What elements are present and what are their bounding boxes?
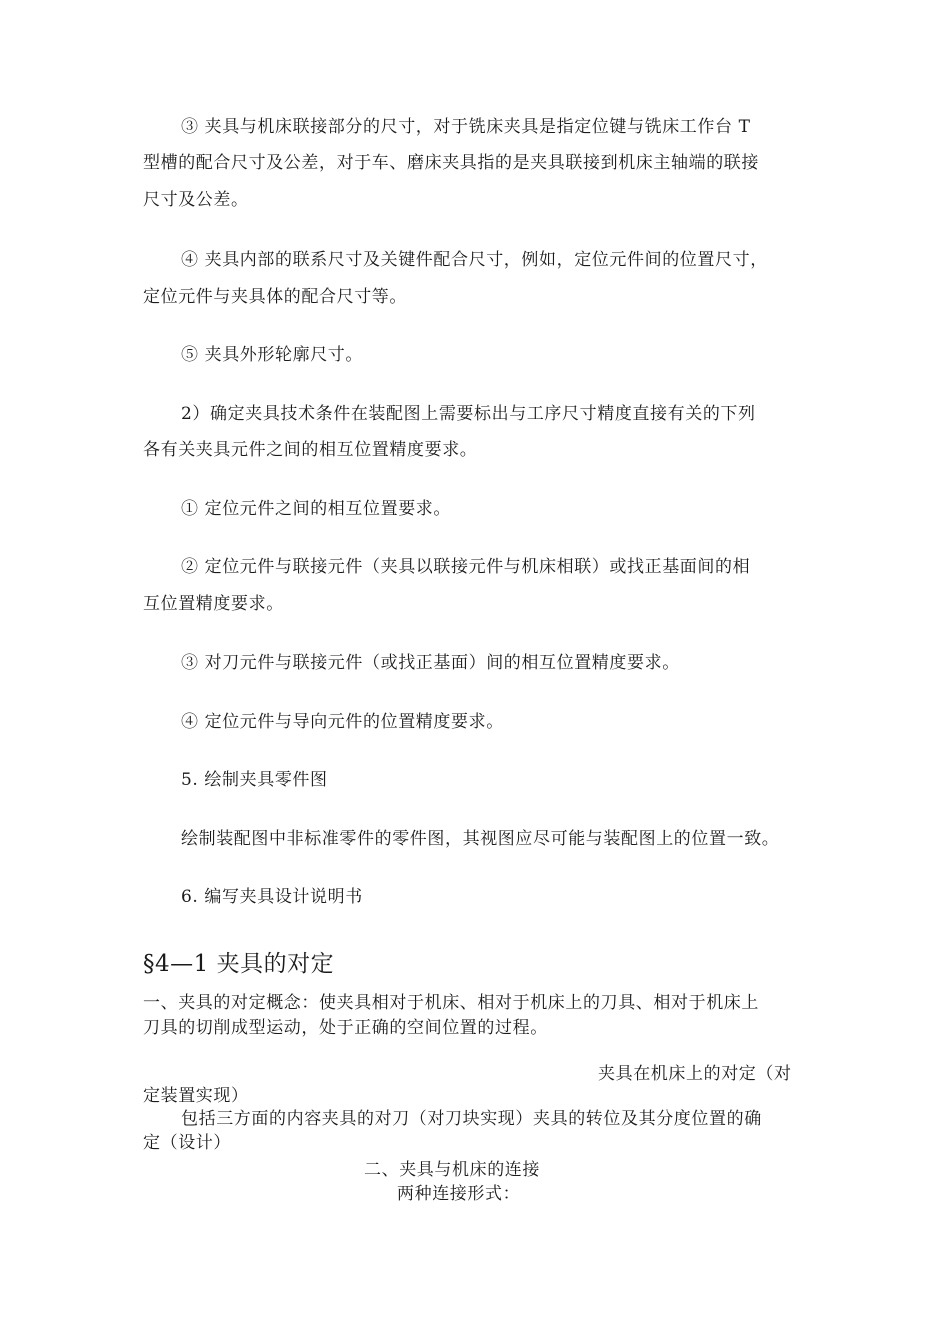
content-line-4: 定（设计） — [143, 1133, 231, 1153]
p2-line-1: ④ 夹具内部的联系尺寸及关键件配合尺寸，例如，定位元件间的位置尺寸， — [181, 250, 768, 270]
concept-line-2: 刀具的切削成型运动，处于正确的空间位置的过程。 — [143, 1018, 548, 1038]
concept-line-1: 一、夹具的对定概念：使夹具相对于机床、相对于机床上的刀具、相对于机床上 — [143, 993, 759, 1013]
p2-line-2: 定位元件与夹具体的配合尺寸等。 — [143, 287, 407, 307]
p6-line-2: 互位置精度要求。 — [143, 594, 284, 614]
p8-line-1: ④ 定位元件与导向元件的位置精度要求。 — [181, 712, 504, 732]
p6-line-1: ② 定位元件与联接元件（夹具以联接元件与机床相联）或找正基面间的相 — [181, 557, 751, 577]
p11-line-1: 6. 编写夹具设计说明书 — [181, 887, 363, 907]
content-line-3: 包括三方面的内容夹具的对刀（对刀块实现）夹具的转位及其分度位置的确 — [181, 1109, 762, 1129]
p1-line-1: ③ 夹具与机床联接部分的尺寸，对于铣床夹具是指定位键与铣床工作台 T — [181, 117, 751, 137]
p4-line-2: 各有关夹具元件之间的相互位置精度要求。 — [143, 440, 478, 460]
p10-line-1: 绘制装配图中非标准零件的零件图，其视图应尽可能与装配图上的位置一致。 — [181, 829, 780, 849]
connection-title: 二、夹具与机床的连接 — [364, 1160, 540, 1180]
connection-subtitle: 两种连接形式： — [397, 1184, 521, 1204]
p4-line-1: 2）确定夹具技术条件在装配图上需要标出与工序尺寸精度直接有关的下列 — [181, 404, 756, 424]
p1-line-2: 型槽的配合尺寸及公差，对于车、磨床夹具指的是夹具联接到机床主轴端的联接 — [143, 153, 759, 173]
p5-line-1: ① 定位元件之间的相互位置要求。 — [181, 499, 452, 519]
section-heading: §4—1 夹具的对定 — [143, 951, 335, 977]
content-right-line: 夹具在机床上的对定（对 — [598, 1064, 792, 1084]
content-line-2: 定装置实现） — [143, 1086, 249, 1106]
p7-line-1: ③ 对刀元件与联接元件（或找正基面）间的相互位置精度要求。 — [181, 653, 680, 673]
p3-line-1: ⑤ 夹具外形轮廓尺寸。 — [181, 345, 364, 365]
p1-line-3: 尺寸及公差。 — [143, 190, 249, 210]
p9-line-1: 5. 绘制夹具零件图 — [181, 770, 328, 790]
